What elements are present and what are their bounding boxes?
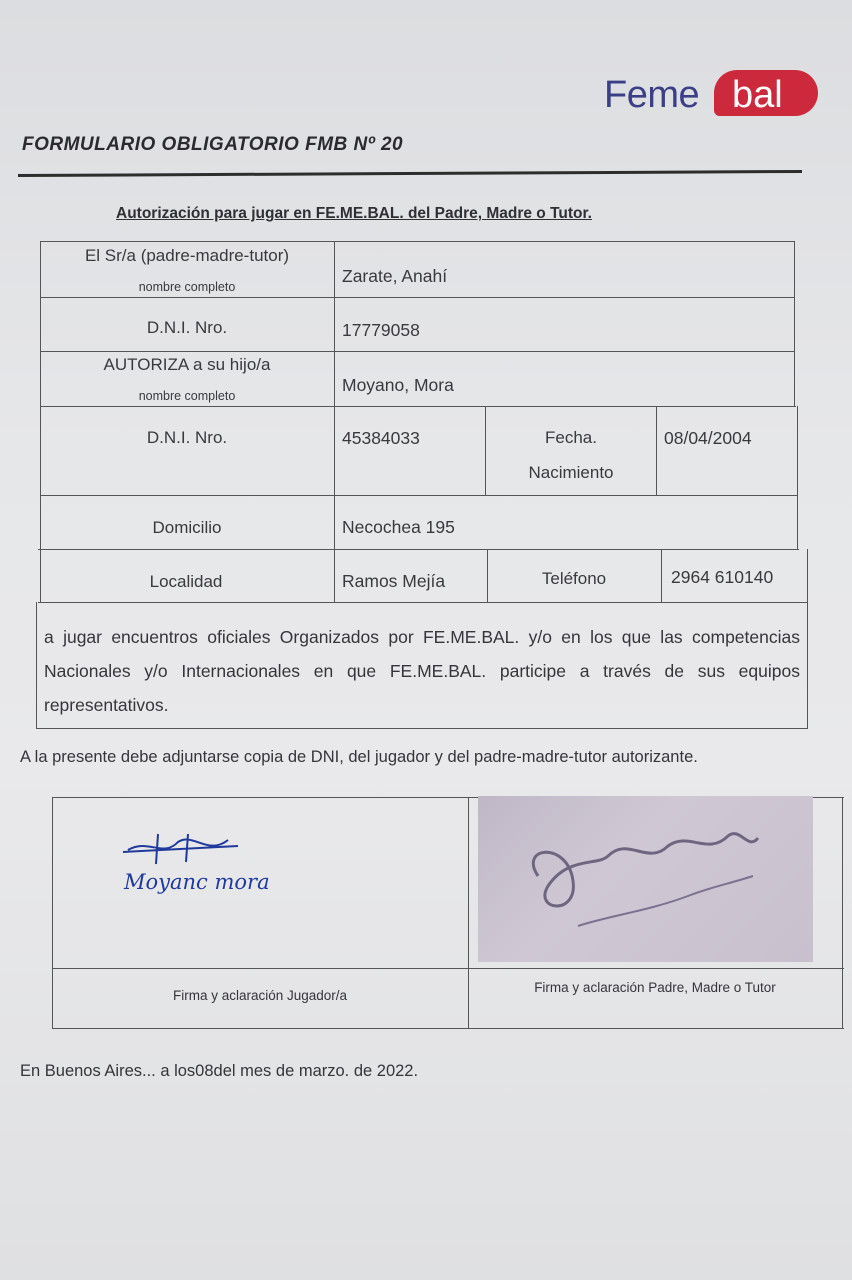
parent-signature-scribble <box>478 796 813 962</box>
parent-sublabel: nombre completo <box>138 280 236 294</box>
player-signature-scribble <box>118 828 248 868</box>
city-value: Ramos Mejía <box>342 571 446 591</box>
parent-signature-label: Firma y aclaración Padre, Madre o Tutor <box>534 980 776 995</box>
attachment-note: A la presente debe adjuntarse copia de DNI, del jugador y del padre-madre-tutor autorizante. <box>20 748 698 766</box>
authorization-text: a jugar encuentros oficiales Organizados por FE.ME.BAL. y/o en los que las competencias Nacionales y/o Internacionales en que FE.ME.BAL. participe a través de sus equipos representativos. <box>44 627 800 715</box>
child-label: AUTORIZA a su hijo/a <box>103 355 271 374</box>
birth-date: 08/04/2004 <box>664 428 752 448</box>
parent-name: Zarate, Anahí <box>342 266 448 286</box>
parent-signature-image <box>478 796 813 962</box>
phone-label: Teléfono <box>541 569 607 588</box>
parent-dni-label: D.N.I. Nro. <box>146 318 228 337</box>
logo-text-right: bal <box>732 74 783 116</box>
logo-text-left: Feme <box>604 74 700 116</box>
form-title: FORMULARIO OBLIGATORIO FMB Nº 20 <box>22 134 404 155</box>
player-signature-label: Firma y aclaración Jugador/a <box>172 988 348 1003</box>
address-value: Necochea 195 <box>342 517 455 537</box>
parent-dni: 17779058 <box>342 320 420 340</box>
birth-label-1: Fecha. <box>545 428 597 447</box>
address-label: Domicilio <box>152 518 222 537</box>
birth-label-2: Nacimiento <box>528 463 614 482</box>
place-date-line: En Buenos Aires... a los08del mes de marzo. de 2022. <box>20 1062 419 1080</box>
player-handwritten-name: Moyanc mora <box>124 870 270 894</box>
child-dni-label: D.N.I. Nro. <box>146 428 228 447</box>
parent-label: El Sr/a (padre-madre-tutor) <box>84 246 290 265</box>
phone-value: 2964 610140 <box>671 567 774 587</box>
form-subtitle: Autorización para jugar en FE.ME.BAL. del Padre, Madre o Tutor. <box>116 205 592 222</box>
child-name: Moyano, Mora <box>342 375 454 395</box>
child-sublabel: nombre completo <box>138 389 236 403</box>
femebal-logo <box>604 66 818 122</box>
title-divider <box>18 170 802 177</box>
child-dni: 45384033 <box>342 428 420 448</box>
city-label: Localidad <box>149 572 223 591</box>
